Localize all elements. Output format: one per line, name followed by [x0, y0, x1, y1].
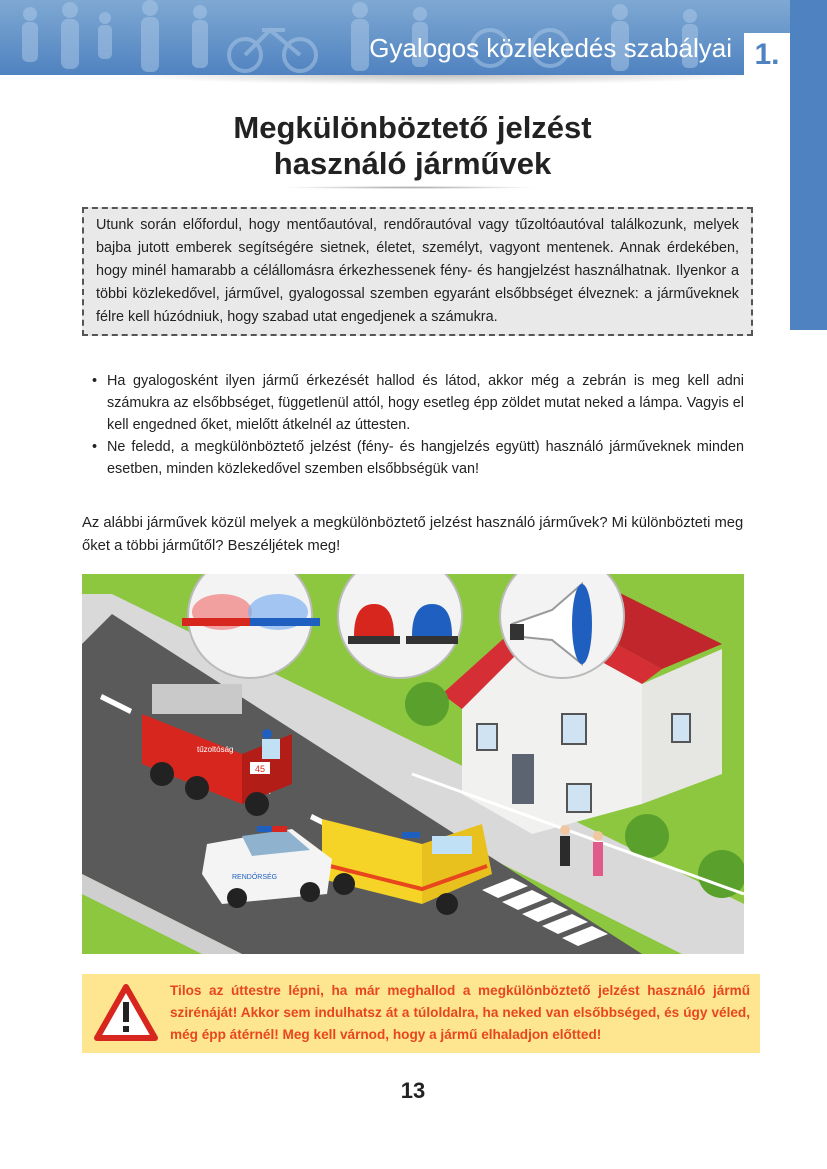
fire-truck-number: 45 — [254, 764, 266, 774]
page-title-line1: Megkülönböztető jelzést — [233, 110, 592, 145]
page-title — [150, 110, 675, 182]
street-scene-icon — [82, 574, 744, 954]
side-stripe — [790, 0, 827, 330]
list-item: • Ne feledd, a megkülönböztető jelzést (fény- és hangjelzés együtt) használó járműveknek minden esetben, minden közlekedővel szemben elsőbbségük van! — [92, 436, 744, 480]
page-title-line2: használó járművek — [273, 146, 552, 181]
intro-box: Utunk során előfordul, hogy mentőautóval, rendőrautóval vagy tűzoltóautóval találkozunk, melyek bajba jutott emberek segítségére sietnek, életet, személyt, vagyont mentenek. Annak érdekében, hogy minél hamarabb a célállomásra érkezhessenek fény- és hangjelzést használhatnak. Ilyenkor a többi közlekedővel, járművel, gyalogossal szemben egyaránt elsőbbséget élveznek: a járműveknek félre kell húzódniuk, hogy szabad utat engedjenek a számukra. — [82, 207, 753, 336]
warning-box — [82, 974, 760, 1053]
chapter-title: Gyalogos közlekedés szabályai — [369, 33, 732, 63]
header-banner — [0, 0, 790, 75]
discussion-question: Az alábbi járművek közül melyek a megkülönböztető jelzést használó járművek? Mi különbözteti meg őket a többi járműtől? Beszéljétek meg! — [82, 515, 744, 554]
fire-truck-label: tűzoltóság — [197, 745, 234, 754]
rules-list — [92, 370, 744, 480]
warning-text: Tilos az úttestre lépni, ha már meghallod a megkülönböztető jelzést használó jármű szirénáját! Akkor sem indulhatsz át a túloldalra, ha neked van elsőbbséged, és úgy véled, még épp átérnél! Meg kell várnod, hogy a jármű elhaladjon előtted! — [170, 983, 750, 1042]
warning-triangle-icon — [94, 984, 158, 1042]
police-label: RENDŐRSÉG — [232, 874, 278, 881]
chapter-number: 1. — [744, 33, 790, 75]
list-item: • Ha gyalogosként ilyen jármű érkezését hallod és látod, akkor még a zebrán is meg kell adni számukra az elsőbbséget, függetlenül attól, hogy esetleg épp zöldet mutat neked a lámpa. Vagyis el kell engedned őket, mielőtt átkelnél az úttesten. — [92, 370, 744, 436]
banner-shadow — [120, 75, 760, 85]
emergency-vehicles-illustration — [82, 574, 744, 954]
title-divider — [280, 186, 540, 189]
page-number: 13 — [400, 1078, 426, 1103]
